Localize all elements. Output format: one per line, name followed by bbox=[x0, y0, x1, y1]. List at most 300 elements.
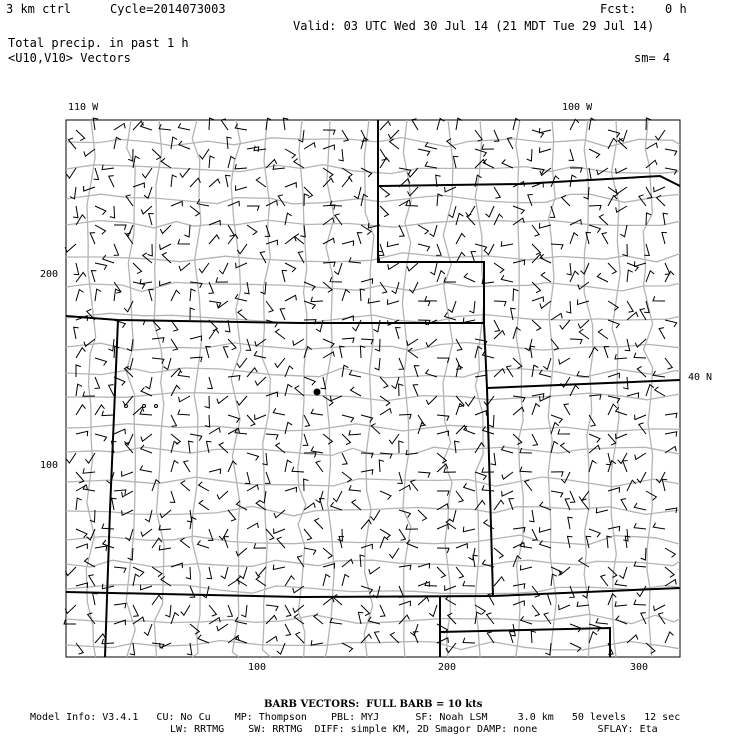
wind-barb bbox=[547, 594, 552, 605]
wind-barb bbox=[531, 631, 536, 643]
wind-barb bbox=[152, 567, 162, 577]
lon-label-100w: 100 W bbox=[562, 102, 593, 113]
wind-barb bbox=[407, 339, 418, 345]
wind-barb bbox=[86, 453, 96, 463]
wind-barb bbox=[482, 485, 494, 491]
wind-barb bbox=[91, 271, 96, 282]
wind-barb bbox=[361, 544, 372, 549]
wind-barb bbox=[361, 225, 371, 235]
wind-barb bbox=[189, 441, 194, 453]
wind-barb bbox=[171, 290, 180, 301]
wind-barb bbox=[171, 461, 178, 473]
wind-barb bbox=[323, 574, 330, 586]
wind-barb bbox=[589, 434, 600, 443]
wind-barb bbox=[551, 472, 563, 477]
wind-barb bbox=[102, 411, 114, 416]
wind-barb bbox=[543, 358, 551, 369]
wind-barb bbox=[456, 365, 463, 377]
wind-barb bbox=[579, 491, 589, 501]
wind-barb bbox=[570, 339, 582, 344]
wind-barb bbox=[247, 415, 255, 426]
wind-barb bbox=[418, 472, 430, 478]
wind-barb bbox=[437, 548, 449, 553]
wind-barb bbox=[448, 301, 456, 312]
wind-barb bbox=[418, 301, 430, 306]
wind-barb bbox=[179, 263, 190, 271]
wind-barb bbox=[282, 270, 287, 282]
wind-barb bbox=[494, 500, 504, 510]
wind-barb bbox=[73, 206, 78, 218]
wind-barb bbox=[551, 415, 562, 423]
wind-barb bbox=[217, 396, 228, 403]
y-tick-200: 200 bbox=[40, 269, 59, 280]
wind-barb bbox=[623, 461, 628, 472]
wind-barb bbox=[627, 480, 636, 491]
wind-barb bbox=[190, 289, 196, 301]
wind-barb bbox=[463, 581, 475, 586]
wind-barb bbox=[311, 447, 323, 454]
wind-barb bbox=[95, 289, 101, 301]
wind-barb bbox=[456, 234, 465, 245]
wind-barb bbox=[226, 175, 231, 187]
wind-barb bbox=[665, 548, 675, 557]
wind-barb bbox=[149, 214, 154, 226]
wind-barb bbox=[615, 580, 627, 586]
wind-barb bbox=[164, 358, 171, 370]
wind-barb bbox=[266, 301, 273, 312]
wind-barb bbox=[180, 168, 190, 177]
wind-barb bbox=[285, 624, 291, 635]
wind-barb bbox=[285, 295, 296, 301]
wind-barb bbox=[456, 213, 463, 225]
wind-barb bbox=[95, 206, 106, 215]
wind-barb bbox=[171, 385, 180, 396]
wind-barb bbox=[280, 309, 285, 320]
wind-barb bbox=[219, 443, 228, 454]
wind-barb bbox=[285, 237, 296, 244]
lon-label-110w: 110 W bbox=[68, 102, 99, 113]
wind-barb bbox=[199, 500, 209, 510]
x-tick-100: 100 bbox=[248, 662, 267, 673]
wind-barb bbox=[178, 123, 190, 130]
wind-barb bbox=[411, 480, 418, 491]
lat-label-40n: 40 N bbox=[688, 372, 713, 383]
wind-barb bbox=[304, 548, 316, 555]
wind-barb bbox=[311, 297, 323, 302]
wind-barb bbox=[502, 491, 513, 496]
wind-barb bbox=[76, 431, 88, 436]
wind-barb bbox=[413, 385, 418, 396]
wind-barb bbox=[209, 605, 216, 616]
wind-barb bbox=[389, 548, 399, 558]
run-title: 3 km ctrl bbox=[6, 2, 72, 16]
wind-barb bbox=[615, 601, 627, 606]
wind-barb bbox=[199, 482, 209, 491]
wind-barb bbox=[216, 277, 228, 282]
wind-barb bbox=[455, 441, 460, 453]
wind-barb bbox=[311, 640, 323, 645]
wind-barb bbox=[95, 377, 100, 388]
wind-barb bbox=[199, 263, 209, 273]
wind-barb bbox=[209, 179, 220, 187]
wind-barb bbox=[227, 137, 232, 149]
wind-barb bbox=[76, 485, 87, 491]
wind-barb bbox=[608, 404, 617, 415]
barb-legend: BARB VECTORS: FULL BARB = 10 kts bbox=[264, 699, 483, 710]
wind-barb bbox=[616, 407, 627, 415]
wind-barb bbox=[205, 415, 210, 427]
wind-barb bbox=[665, 149, 677, 156]
wind-barb bbox=[235, 428, 247, 434]
wind-barb bbox=[665, 432, 677, 437]
wind-barb bbox=[114, 244, 119, 255]
ut-co-border bbox=[105, 320, 118, 657]
wind-barb bbox=[145, 510, 152, 522]
wind-barb bbox=[223, 347, 228, 358]
wind-barb bbox=[275, 358, 285, 367]
wind-barb bbox=[494, 263, 504, 273]
wind-barb bbox=[265, 472, 270, 483]
wind-barb bbox=[528, 195, 533, 206]
wind-barb bbox=[76, 290, 84, 302]
wind-barb bbox=[304, 529, 312, 540]
wind-barb bbox=[597, 273, 608, 282]
wind-barb bbox=[235, 164, 247, 169]
wind-barb bbox=[95, 434, 107, 441]
wind-barb bbox=[406, 450, 418, 455]
wind-barb bbox=[380, 187, 389, 197]
wind-barb bbox=[475, 411, 486, 416]
wind-barb bbox=[165, 605, 171, 617]
wind-barb bbox=[665, 271, 674, 282]
wind-barb bbox=[247, 485, 258, 491]
wind-barb bbox=[334, 263, 342, 274]
wind-barb bbox=[342, 178, 352, 187]
wind-barb bbox=[254, 543, 266, 548]
wind-barb bbox=[568, 536, 573, 548]
wind-barb bbox=[88, 613, 95, 624]
wind-barb bbox=[475, 472, 486, 480]
wind-barb bbox=[387, 242, 399, 247]
wind-barb bbox=[494, 187, 500, 198]
wind-barb bbox=[331, 502, 342, 510]
wind-barb bbox=[219, 529, 228, 540]
wind-barb bbox=[418, 149, 430, 156]
wind-barb bbox=[541, 272, 551, 282]
wind-barb bbox=[568, 517, 573, 529]
wind-barb bbox=[114, 320, 125, 328]
wind-barb bbox=[141, 585, 152, 590]
wind-barb bbox=[418, 582, 429, 587]
wind-barb bbox=[171, 415, 177, 426]
wind-barb bbox=[635, 261, 647, 266]
wind-barb bbox=[247, 225, 257, 235]
wind-barb bbox=[483, 159, 494, 168]
wind-barb bbox=[399, 601, 410, 606]
wind-barb bbox=[342, 434, 351, 445]
wind-barb bbox=[285, 487, 297, 492]
wind-barb bbox=[254, 351, 266, 358]
wind-barb bbox=[255, 339, 266, 346]
wind-barb bbox=[464, 273, 475, 282]
wind-barb bbox=[618, 453, 627, 464]
wind-barb bbox=[316, 461, 323, 472]
wind-barb bbox=[228, 225, 234, 236]
wind-barb bbox=[360, 289, 365, 301]
wind-barb bbox=[456, 544, 467, 549]
wind-barb bbox=[342, 472, 351, 482]
wind-barb bbox=[380, 282, 387, 293]
wind-barb bbox=[342, 574, 349, 586]
wind-barb bbox=[351, 387, 362, 396]
wind-barb bbox=[475, 501, 485, 511]
city-dot bbox=[314, 389, 321, 396]
wind-barb bbox=[589, 529, 600, 537]
wind-barb bbox=[316, 491, 324, 503]
wind-barb bbox=[502, 160, 513, 169]
wind-barb bbox=[133, 605, 138, 616]
wind-barb bbox=[653, 523, 665, 529]
wind-barb bbox=[141, 434, 152, 441]
wind-barb bbox=[635, 453, 646, 459]
wind-barb bbox=[665, 413, 677, 418]
wind-barb bbox=[114, 490, 126, 495]
wind-barb bbox=[539, 128, 551, 133]
wind-barb bbox=[76, 643, 83, 654]
wind-barb bbox=[181, 481, 190, 491]
wind-barb bbox=[566, 301, 571, 313]
wind-barb bbox=[468, 548, 475, 560]
wind-barb bbox=[390, 632, 399, 643]
wind-barb bbox=[399, 414, 411, 419]
wind-barb bbox=[255, 415, 266, 420]
wind-barb bbox=[388, 263, 399, 269]
wind-barb bbox=[342, 643, 353, 652]
wind-barb bbox=[634, 600, 646, 605]
wind-barb bbox=[95, 225, 106, 234]
wind-barb bbox=[564, 404, 570, 415]
wind-barb bbox=[76, 544, 87, 549]
wind-barb bbox=[95, 263, 107, 270]
wind-barb bbox=[171, 201, 182, 206]
wind-barb bbox=[114, 429, 125, 434]
wind-barb bbox=[430, 263, 437, 275]
wind-barb bbox=[532, 297, 543, 302]
wind-barb bbox=[352, 320, 361, 331]
wind-barb bbox=[228, 415, 239, 423]
wind-barb bbox=[456, 491, 463, 502]
valid-time: Valid: 03 UTC Wed 30 Jul 14 (21 MDT Tue 29 Jul 14) bbox=[293, 19, 655, 33]
wind-barb bbox=[361, 634, 372, 643]
wind-barb bbox=[482, 468, 494, 473]
wind-barb bbox=[361, 168, 372, 177]
wind-barb bbox=[616, 206, 627, 212]
wind-barb bbox=[256, 576, 266, 586]
wind-barb bbox=[342, 365, 348, 377]
wind-barb bbox=[662, 232, 667, 244]
wind-barb bbox=[532, 365, 538, 377]
model-info-line2: LW: RRTMG SW: RRTMG DIFF: simple KM, 2D Smagor DAMP: none SFLAY: Eta bbox=[170, 724, 658, 735]
wind-barb bbox=[162, 253, 171, 264]
wind-barb bbox=[323, 434, 332, 444]
wind-barb bbox=[342, 241, 354, 246]
wind-barb bbox=[380, 377, 388, 388]
wind-barb bbox=[180, 538, 190, 548]
wind-barb bbox=[148, 244, 153, 256]
wind-barb bbox=[349, 485, 361, 491]
wind-barb bbox=[303, 434, 308, 445]
wind-barb bbox=[247, 453, 259, 461]
wind-barb bbox=[596, 618, 608, 624]
wind-barb bbox=[570, 491, 575, 502]
wind-barb bbox=[74, 327, 79, 339]
wind-barb bbox=[380, 409, 391, 416]
wind-barb bbox=[358, 612, 363, 624]
wind-barb bbox=[371, 510, 381, 520]
wind-barb bbox=[76, 365, 81, 377]
wind-barb bbox=[320, 499, 325, 511]
wind-barb bbox=[566, 263, 571, 275]
wind-barb bbox=[639, 423, 646, 434]
wind-barb bbox=[494, 320, 500, 331]
wind-barb bbox=[437, 271, 445, 282]
wind-barb bbox=[407, 540, 418, 548]
wind-barb bbox=[494, 301, 506, 306]
wind-barb bbox=[144, 624, 152, 635]
wind-barb bbox=[525, 480, 532, 491]
wind-barb bbox=[66, 453, 76, 463]
wind-barb bbox=[559, 567, 570, 575]
wind-barb bbox=[586, 536, 591, 548]
wind-barb bbox=[399, 565, 411, 570]
wind-barb bbox=[323, 352, 334, 358]
wind-barb bbox=[380, 206, 389, 217]
wind-barb bbox=[179, 396, 190, 402]
wind-barb bbox=[489, 415, 494, 427]
wind-barb bbox=[304, 415, 310, 426]
wind-barb bbox=[171, 339, 178, 350]
wind-barb bbox=[532, 434, 538, 445]
wind-barb bbox=[181, 605, 190, 615]
wind-barb bbox=[190, 308, 195, 320]
wind-barb bbox=[589, 225, 600, 233]
wind-barb bbox=[635, 415, 646, 420]
wind-barb bbox=[285, 576, 295, 586]
wind-barb bbox=[596, 508, 608, 513]
wind-barb bbox=[114, 567, 126, 573]
wind-barb bbox=[66, 168, 76, 178]
wind-barb bbox=[237, 358, 247, 368]
wind-barb bbox=[256, 567, 266, 576]
wind-barb bbox=[304, 143, 315, 149]
wind-barb bbox=[142, 168, 152, 178]
wind-barb bbox=[141, 206, 152, 214]
wind-barb bbox=[665, 567, 674, 577]
wind-barb bbox=[159, 124, 171, 130]
wind-barb bbox=[578, 320, 589, 328]
field-vectors-label: <U10,V10> Vectors bbox=[8, 51, 131, 65]
wind-barb bbox=[140, 279, 152, 284]
wind-barb bbox=[114, 137, 121, 149]
wind-barb bbox=[463, 318, 475, 323]
wind-barb bbox=[285, 183, 296, 188]
wind-barb bbox=[509, 632, 514, 644]
wind-barb bbox=[380, 121, 391, 130]
wind-barb bbox=[634, 353, 646, 358]
wind-barb bbox=[665, 263, 670, 274]
wind-barb bbox=[513, 543, 524, 548]
wind-barb bbox=[463, 527, 475, 532]
wind-barb bbox=[430, 225, 437, 237]
wind-barb bbox=[389, 434, 399, 444]
wind-barb bbox=[114, 289, 120, 301]
wind-barb bbox=[399, 441, 404, 453]
wind-barb bbox=[361, 339, 373, 344]
wind-barb bbox=[551, 313, 562, 320]
wind-barb bbox=[236, 263, 247, 268]
wind-barb bbox=[295, 234, 304, 244]
wind-barb bbox=[621, 499, 627, 510]
wind-barb bbox=[260, 252, 266, 263]
wind-barb bbox=[84, 149, 95, 156]
wind-barb bbox=[513, 396, 525, 402]
wind-barb bbox=[285, 605, 291, 616]
wind-barb bbox=[540, 301, 551, 308]
wind-barb bbox=[178, 239, 190, 244]
wind-barb bbox=[532, 244, 540, 255]
wind-barb bbox=[527, 149, 532, 161]
wind-barb bbox=[380, 491, 391, 500]
wind-barb bbox=[354, 187, 361, 199]
wind-barb bbox=[285, 422, 292, 434]
wind-barb bbox=[641, 548, 646, 560]
wind-barb bbox=[296, 632, 304, 643]
wind-barb bbox=[198, 540, 210, 548]
wind-barb bbox=[141, 529, 152, 536]
wind-barb bbox=[95, 634, 105, 643]
wind-barb bbox=[463, 638, 475, 643]
wind-barb bbox=[160, 244, 171, 250]
wind-barb bbox=[199, 149, 209, 159]
wind-barb bbox=[293, 339, 304, 345]
wind-barb bbox=[273, 408, 285, 415]
wind-barb bbox=[205, 396, 210, 408]
wind-barb bbox=[418, 597, 429, 605]
wind-barb bbox=[399, 529, 406, 540]
wind-barb bbox=[323, 262, 335, 267]
wind-barb bbox=[65, 567, 76, 576]
wind-barb bbox=[418, 510, 427, 521]
wind-barb bbox=[655, 130, 665, 140]
wind-barb bbox=[627, 301, 633, 312]
wind-barb bbox=[429, 605, 437, 616]
station-marker bbox=[155, 405, 158, 408]
wind-barb bbox=[608, 434, 616, 445]
wind-barb bbox=[494, 331, 505, 339]
wind-barb bbox=[185, 225, 191, 237]
wind-barb bbox=[437, 415, 449, 421]
wind-barb bbox=[437, 567, 445, 578]
wind-barb bbox=[437, 431, 449, 436]
wind-barb bbox=[103, 255, 114, 263]
wind-barb bbox=[190, 336, 202, 341]
wind-barb bbox=[560, 320, 570, 329]
wind-barb bbox=[190, 206, 200, 216]
wind-barb bbox=[209, 301, 221, 307]
wind-barb bbox=[330, 277, 342, 282]
wind-barb bbox=[456, 567, 464, 578]
wind-barb bbox=[144, 187, 152, 198]
